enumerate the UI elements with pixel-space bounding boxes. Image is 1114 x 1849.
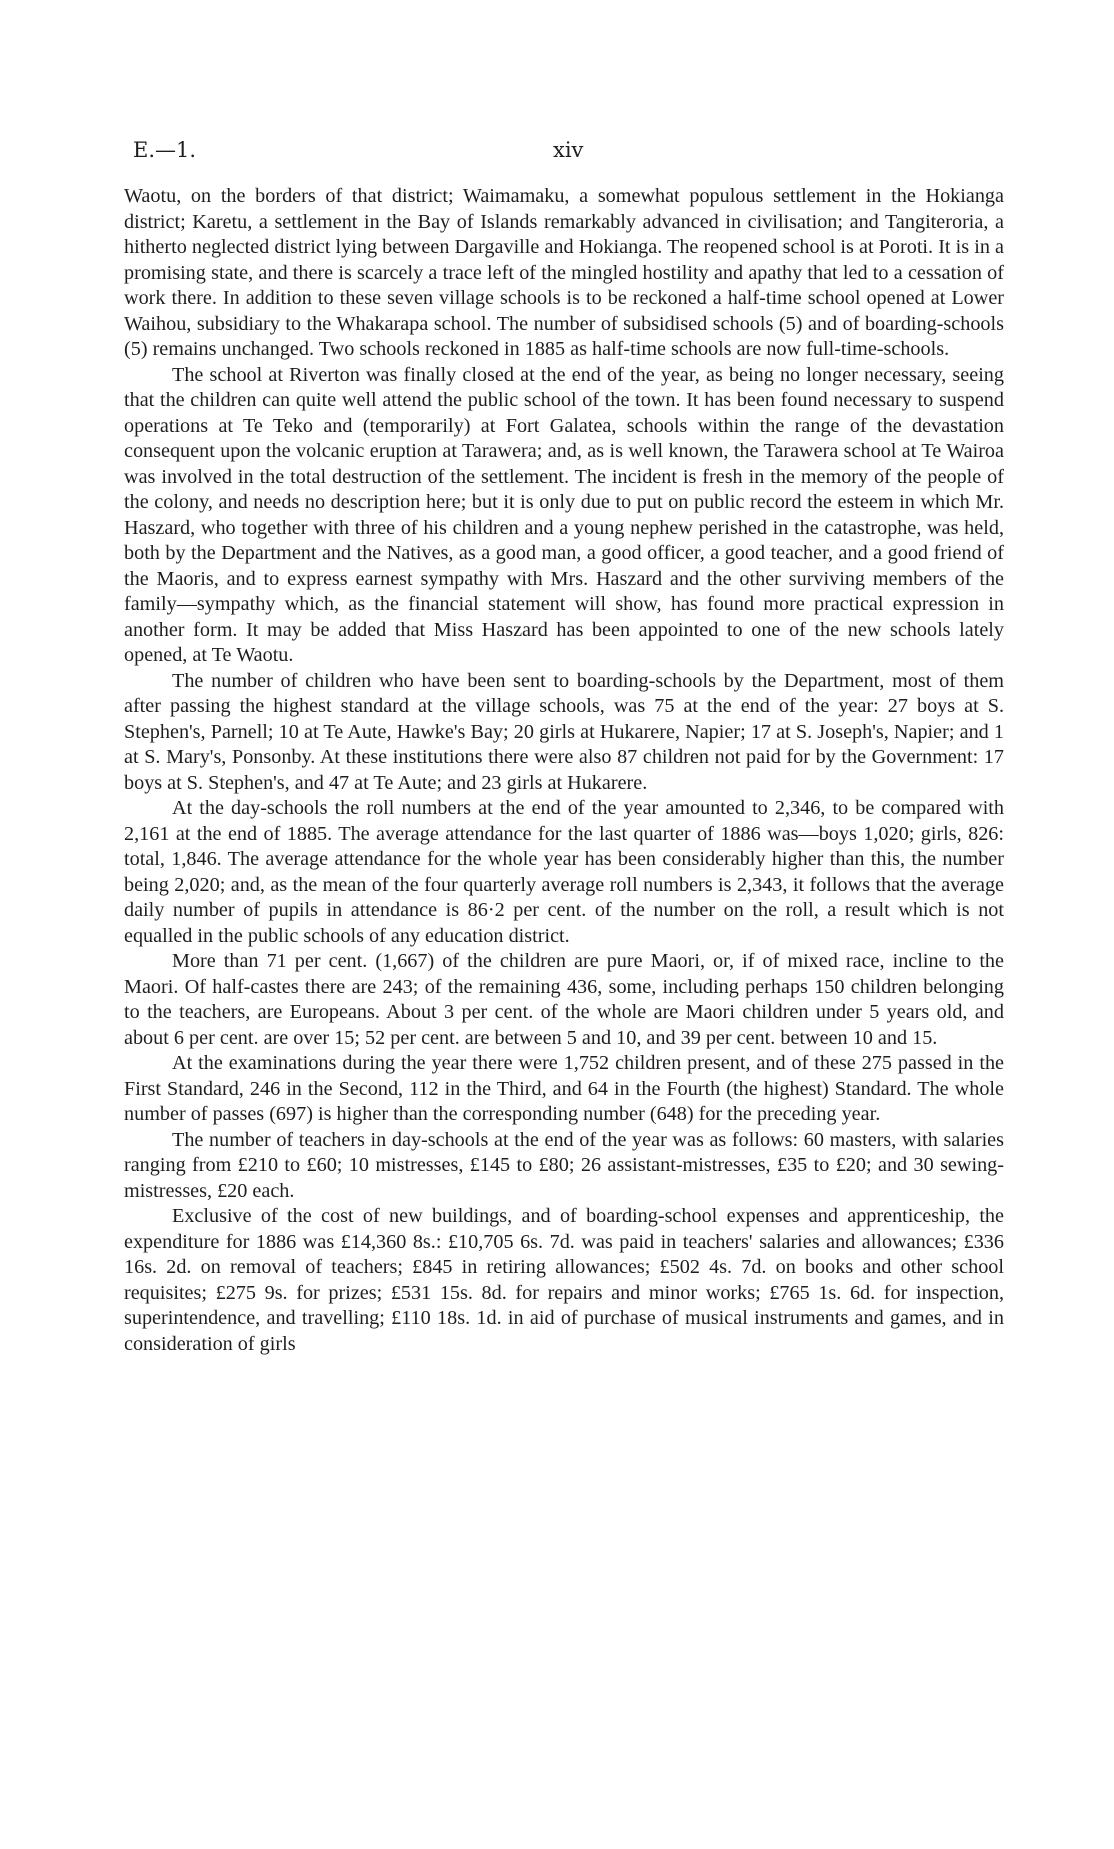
paragraph: Exclusive of the cost of new buildings, and of boarding-school expenses and apprenticeship, the expenditure for 1886 was £14,360 8s.: £10,705 6s. 7d. was paid in teachers' salaries and allowances; £336 16s. 2d. on removal of teachers; £845 in retiring allowances; £502 4s. 7d. on books and other school requisites; £275 9s. for prizes; £531 15s. 8d. for repairs and minor works; £765 1s. 6d. for inspection, superintendence, and travelling; £110 18s. 1d. in aid of purchase of musical instruments and games, and in consideration of girls (124, 1205, 1004, 1355)
paragraph: The number of children who have been sent to boarding-schools by the Department, most of them after passing the highest standard at the village schools, was 75 at the end of the year: 27 boys at S. Stephen's, Parnell; 10 at Te Aute, Hawke's Bay; 20 girls at Hukarere, Napier; 17 at S. Joseph's, Napier; and 1 at S. Mary's, Ponsonby. At these institutions there were also 87 children not paid for by the Government: 17 boys at S. Stephen's, and 47 at Te Aute; and 23 girls at Hukarere. (124, 669, 1004, 794)
page-header (133, 138, 998, 168)
report-body (124, 184, 1004, 1357)
paragraph: More than 71 per cent. (1,667) of the children are pure Maori, or, if of mixed race, incline to the Maori. Of half-castes there are 243; of the remaining 436, some, including perhaps 150 children belonging to the teachers, are Europeans. About 3 per cent. of the whole are Maori children under 5 years old, and about 6 per cent. are over 15; 52 per cent. are between 5 and 10, and 39 per cent. between 10 and 15. (124, 950, 1004, 1049)
paragraph: At the examinations during the year there were 1,752 children present, and of these 275 passed in the First Standard, 246 in the Second, 112 in the Third, and 64 in the Fourth (the highest) Standard. The whole number of passes (697) is higher than the corresponding number (648) for the preceding year. (124, 1052, 1004, 1125)
paragraph: The school at Riverton was finally closed at the end of the year, as being no longer necessary, seeing that the children can quite well attend the public school of the town. It has been found necessary to suspend operations at Te Teko and (temporarily) at Fort Galatea, schools within the range of the devastation consequent upon the volcanic eruption at Tarawera; and, as is well known, the Tarawera school at Te Wairoa was involved in the total destruction of the settlement. The incident is fresh in the memory of the people of the colony, and needs no description here; but it is only due to put on public record the esteem in which Mr. Haszard, who together with three of his children and a young nephew perished in the catastrophe, was held, both by the Department and the Natives, as a good man, a good officer, a good teacher, and a good friend of the Maoris, and to express earnest sympathy with Mrs. Haszard and the other surviving members of the family—sympathy which, as the financial statement will show, has found more practical expression in another form. It may be added that Miss Haszard has been appointed to one of the new schools lately opened, at Te Waotu. (124, 363, 1004, 666)
paragraph: Waotu, on the borders of that district; Waimamaku, a somewhat populous settlement in the Hokianga district; Karetu, a settlement in the Bay of Islands remarkably advanced in civilisation; and Tangiteroria, a hitherto neglected district lying between Dargaville and Hokianga. The reopened school is at Poroti. It is in a promising state, and there is scarcely a trace left of the mingled hostility and apathy that led to a cessation of work there. In addition to these seven village schools is to be reckoned a half-time school opened at Lower Waihou, subsidiary to the Whakarapa school. The number of subsidised schools (5) and of boarding-schools (5) remains unchanged. Two schools reckoned in 1885 as half-time schools are now full-time-schools. (124, 185, 1004, 360)
document-reference: E.—1. (133, 138, 197, 162)
paragraph: The number of teachers in day-schools at the end of the year was as follows: 60 masters, with salaries ranging from £210 to £60; 10 mistresses, £145 to £80; 26 assistant-mistresses, £35 to £20; and 30 sewing-mistresses, £20 each. (124, 1128, 1004, 1202)
paragraph: At the day-schools the roll numbers at the end of the year amounted to 2,346, to be compared with 2,161 at the end of 1885. The average attendance for the last quarter of 1886 was—boys 1,020; girls, 826: total, 1,846. The average attendance for the whole year has been considerably higher than this, the number being 2,020; and, as the mean of the four quarterly average roll numbers is 2,343, it follows that the average daily number of pupils in attendance is 86·2 per cent. of the number on the roll, a result which is not equalled in the public schools of any education district. (124, 797, 1004, 947)
page-number: xiv (553, 138, 584, 162)
